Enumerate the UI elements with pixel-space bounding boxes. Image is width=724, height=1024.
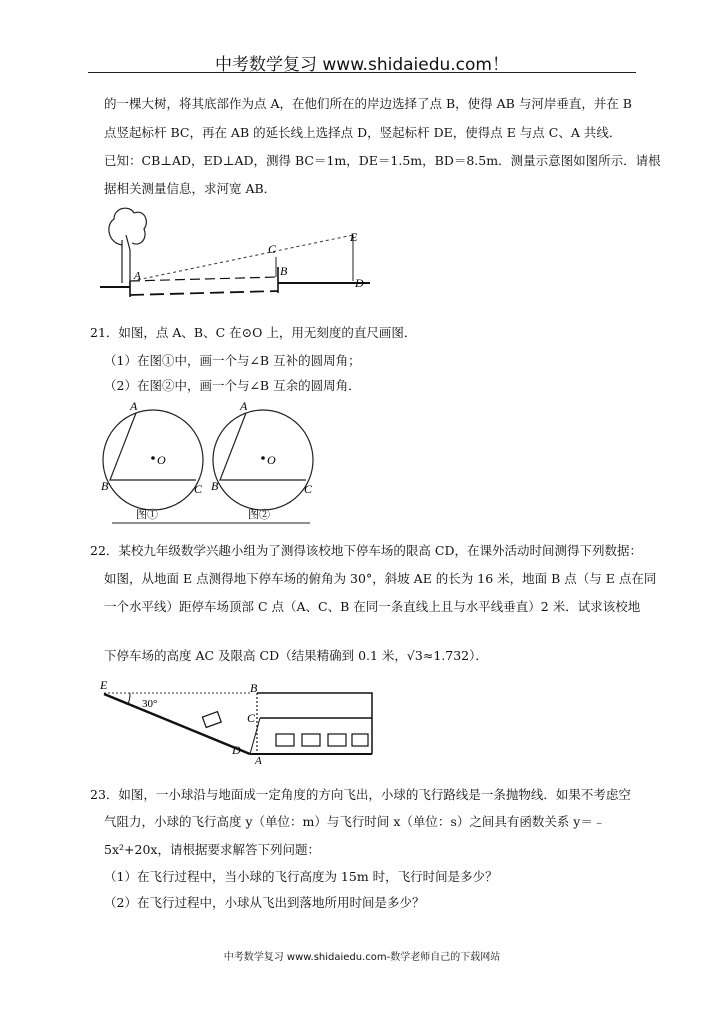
page-header-title: 中考数学复习 www.shidaiedu.com！	[215, 55, 509, 75]
fig1-label-B: B	[101, 479, 109, 493]
fig2-label-C: C	[304, 482, 313, 496]
ceiling	[257, 693, 372, 754]
q22-line-4: 下停车场的高度 AC 及限高 CD（结果精确到 0.1 米，√3≈1.732）．	[104, 648, 488, 663]
label-C: C	[268, 242, 277, 256]
parked-cars	[276, 734, 368, 746]
label-D: D	[355, 276, 364, 290]
q21-line-2: （1）在图①中，画一个与∠B 互补的圆周角；	[104, 353, 361, 368]
angle-label: 30°	[142, 698, 158, 710]
page-footer: 中考数学复习 www.shidaiedu.com-数学老师自己的下载网站	[223, 952, 501, 963]
label-B: B	[250, 681, 258, 695]
q21-circles-figure	[98, 398, 328, 526]
tree-icon	[109, 208, 147, 283]
caption-fig-1: 图①	[136, 509, 158, 521]
q23-line-4: （1）在飞行过程中，当小球的飞行高度为 15m 时，飞行时间是多少？	[104, 869, 498, 884]
river-bank-top	[130, 277, 278, 281]
car-on-slope	[202, 712, 221, 728]
fig1-label-O: O	[157, 453, 166, 467]
header-rule	[88, 72, 636, 73]
q22-line-2: 如图，从地面 E 点测得地下停车场的俯角为 30°，斜坡 AE 的长为 16 米，地面 B 点（与 E 点在同	[104, 571, 657, 586]
label-E: E	[100, 678, 108, 692]
q22-line-1: 22．某校九年级数学兴趣小组为了测得该校地下停车场的限高 CD，在课外活动时间测得下列数据：	[90, 543, 642, 558]
label-D: D	[232, 743, 241, 757]
sight-line	[132, 235, 353, 281]
q23-line-1: 23．如图，一小球沿与地面成一定角度的方向飞出，小球的飞行路线是一条抛物线．如果不考虑空	[90, 787, 631, 802]
q20-line-2: 点竖起标杆 BC，再在 AB 的延长线上选择点 D，竖起标杆 DE，使得点 E 与点 C、A 共线．	[104, 125, 622, 140]
label-B: B	[280, 264, 288, 278]
q20-river-figure	[100, 205, 370, 300]
fig1-label-A: A	[130, 399, 138, 413]
label-A: A	[255, 755, 262, 767]
circle-figure-2	[211, 399, 313, 510]
q23-line-2: 气阻力，小球的飞行高度 y（单位：m）与飞行时间 x（单位：s）之间具有函数关系 y＝﹣	[104, 814, 606, 829]
label-A: A	[134, 270, 141, 282]
q20-line-1: 的一棵大树，将其底部作为点 A，在他们所在的岸边选择了点 B，使得 AB 与河岸垂直，并在 B	[104, 96, 632, 111]
q23-line-3: 5x²+20x，请根据要求解答下列问题：	[104, 842, 320, 857]
circle-figure-1	[101, 399, 203, 510]
fig1-label-C: C	[194, 482, 203, 496]
fig2-label-A: A	[240, 399, 248, 413]
river-bank-bottom	[130, 291, 278, 295]
q22-parking-figure	[100, 676, 376, 766]
q21-line-3: （2）在图②中，画一个与∠B 互余的圆周角．	[104, 378, 361, 393]
q23-line-5: （2）在飞行过程中，小球从飞出到落地所用时间是多少？	[104, 895, 425, 910]
fig2-label-B: B	[211, 479, 219, 493]
q22-line-3: 一个水平线）距停车场顶部 C 点（A、C、B 在同一条直线上且与水平线垂直）2 米．试求该校地	[104, 599, 641, 614]
caption-fig-2: 图②	[248, 509, 270, 521]
label-E: E	[350, 230, 358, 244]
q20-line-4: 据相关测量信息，求河宽 AB．	[104, 181, 277, 196]
label-C: C	[247, 711, 256, 725]
q21-line-1: 21．如图，点 A、B、C 在⊙O 上，用无刻度的直尺画图．	[90, 325, 417, 340]
q20-line-3: 已知：CB⊥AD，ED⊥AD，测得 BC＝1m，DE＝1.5m，BD＝8.5m．测量示意图如图所示．请根	[104, 153, 661, 168]
slope-ae	[104, 694, 250, 754]
fig2-label-O: O	[267, 453, 276, 467]
angle-arc	[128, 693, 130, 704]
